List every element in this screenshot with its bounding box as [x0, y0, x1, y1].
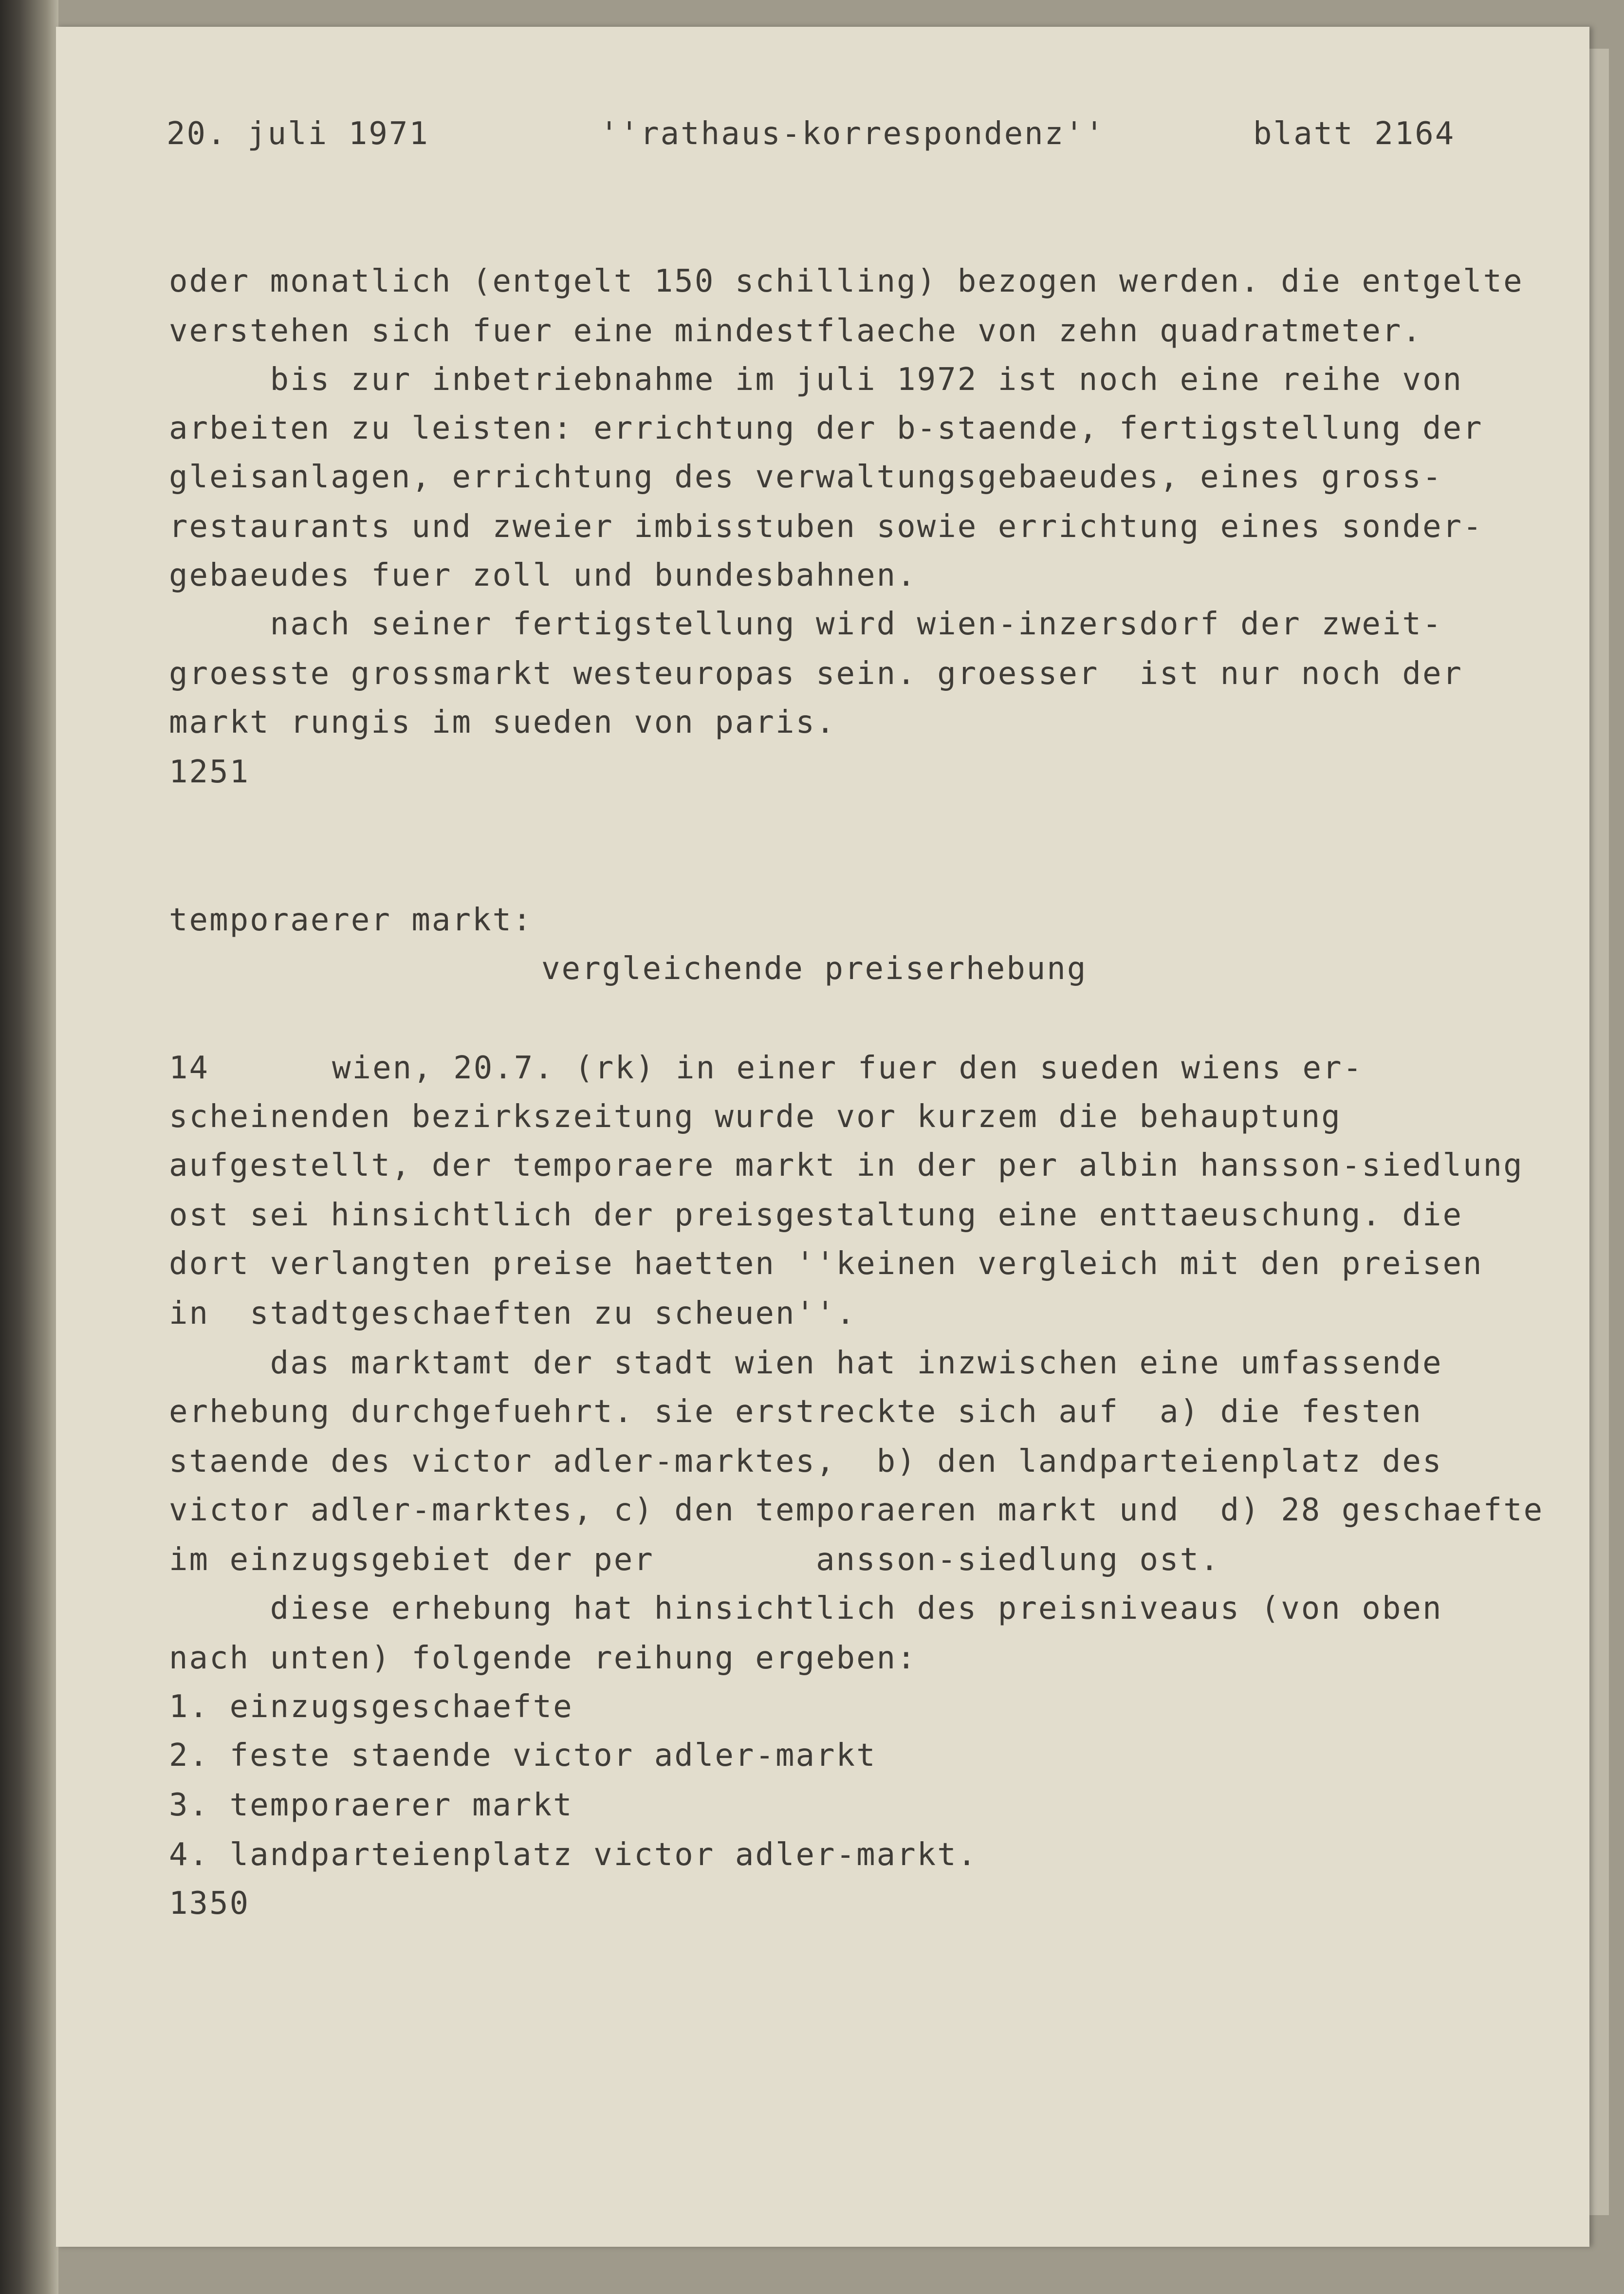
list-item: 4. landparteienplatz victor adler-markt.	[169, 1837, 978, 1873]
body-line: scheinenden bezirkszeitung wurde vor kurzem die behauptung	[169, 1099, 1342, 1135]
book-binding-edge	[0, 0, 58, 2294]
body-line: ost sei hinsichtlich der preisgestaltung eine enttaeuschung. die	[169, 1197, 1463, 1233]
body-line: oder monatlich (entgelt 150 schilling) bezogen werden. die entgelte	[169, 263, 1524, 299]
body-line: verstehen sich fuer eine mindestflaeche von zehn quadratmeter.	[169, 313, 1422, 349]
body-line: im einzugsgebiet der per ansson-siedlung ost.	[169, 1542, 1220, 1578]
body-line: markt rungis im sueden von paris.	[169, 704, 836, 740]
body-line: dort verlangten preise haetten ''keinen vergleich mit den preisen	[169, 1246, 1483, 1282]
body-line: nach unten) folgende reihung ergeben:	[169, 1640, 917, 1676]
header-publication: ''rathaus-korrespondenz''	[600, 116, 1106, 152]
body-line: wien, 20.7. (rk) in einer fuer den sueden wiens er-	[332, 1050, 1364, 1086]
body-line: aufgestellt, der temporaere markt in der per albin hansson-siedlung	[169, 1147, 1524, 1184]
body-line: gebaeudes fuer zoll und bundesbahnen.	[169, 557, 917, 593]
article-code: 1251	[169, 754, 250, 790]
article-number: 14	[169, 1050, 210, 1086]
body-line: gleisanlagen, errichtung des verwaltungsgebaeudes, eines gross-	[169, 459, 1443, 495]
page-edge-strip	[1589, 49, 1609, 2215]
body-line: bis zur inbetriebnahme im juli 1972 ist noch eine reihe von	[169, 362, 1463, 398]
list-item: 1. einzugsgeschaefte	[169, 1689, 573, 1725]
body-line: nach seiner fertigstellung wird wien-inzersdorf der zweit-	[169, 606, 1443, 642]
body-line: erhebung durchgefuehrt. sie erstreckte sich auf a) die festen	[169, 1394, 1422, 1430]
body-line: arbeiten zu leisten: errichtung der b-staende, fertigstellung der	[169, 410, 1483, 446]
article-title: temporaerer markt:	[169, 902, 533, 938]
body-line: in stadtgeschaeften zu scheuen''.	[169, 1295, 857, 1332]
body-line: staende des victor adler-marktes, b) den landparteienplatz des	[169, 1443, 1443, 1480]
header-date: 20. juli 1971	[166, 116, 429, 152]
article-code: 1350	[169, 1886, 250, 1922]
article-subtitle: vergleichende preiserhebung	[541, 951, 1088, 987]
list-item: 2. feste staende victor adler-markt	[169, 1738, 877, 1774]
list-item: 3. temporaerer markt	[169, 1787, 573, 1823]
header-sheet-number: blatt 2164	[1253, 116, 1456, 152]
body-line: victor adler-marktes, c) den temporaeren markt und d) 28 geschaefte	[169, 1492, 1544, 1528]
body-line: das marktamt der stadt wien hat inzwischen eine umfassende	[169, 1345, 1443, 1381]
typewritten-page	[56, 27, 1589, 2247]
body-line: restaurants und zweier imbisstuben sowie errichtung eines sonder-	[169, 509, 1483, 545]
body-line: groesste grossmarkt westeuropas sein. groesser ist nur noch der	[169, 656, 1463, 692]
body-line: diese erhebung hat hinsichtlich des preisniveaus (von oben	[169, 1591, 1443, 1627]
